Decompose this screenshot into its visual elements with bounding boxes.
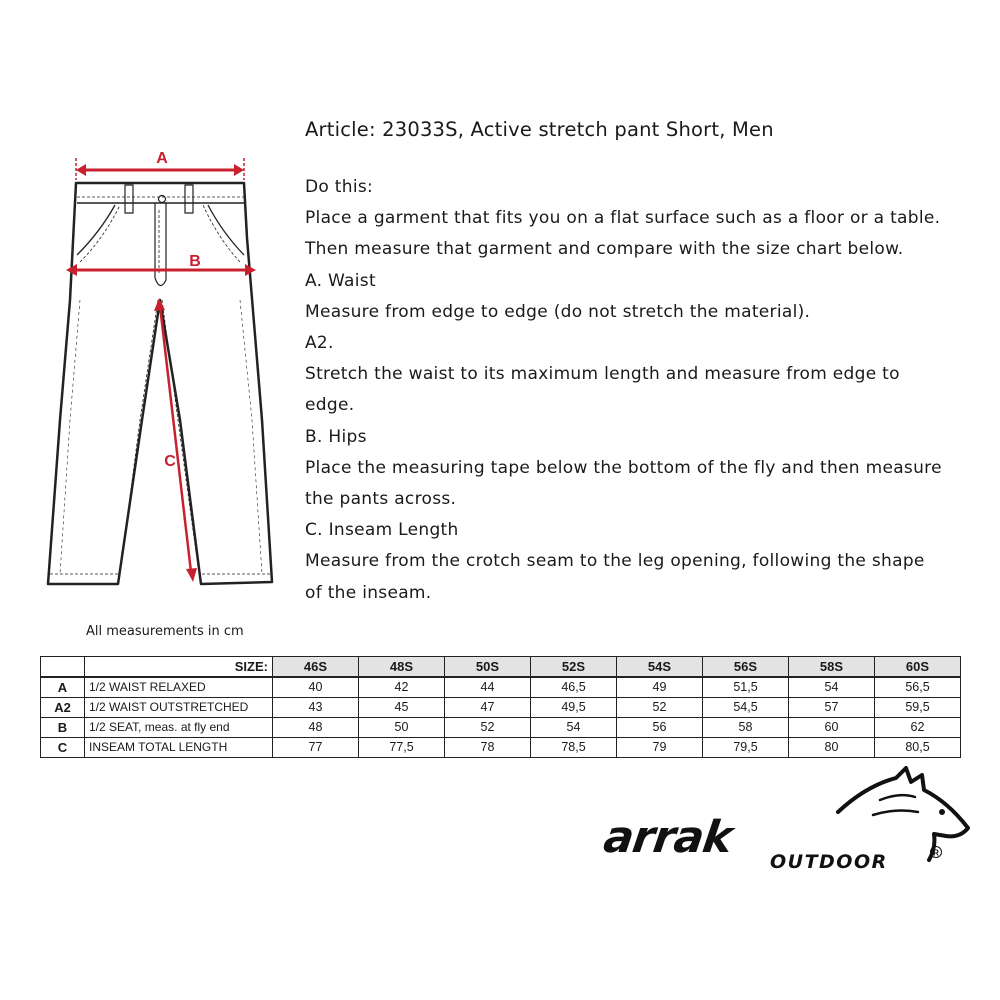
table-cell: 42 xyxy=(359,677,445,698)
table-cell: 54,5 xyxy=(703,698,789,718)
table-cell: 52 xyxy=(617,698,703,718)
table-cell: 47 xyxy=(445,698,531,718)
header-code-cell xyxy=(41,657,85,678)
table-cell: 60 xyxy=(789,718,875,738)
table-row xyxy=(41,718,961,738)
table-cell: 54 xyxy=(531,718,617,738)
instruction-line: edge. xyxy=(305,395,355,416)
table-cell: 48 xyxy=(273,718,359,738)
size-chart-table xyxy=(40,656,961,758)
size-label: SIZE: xyxy=(85,657,273,678)
table-cell: 49,5 xyxy=(531,698,617,718)
husky-head-icon xyxy=(838,768,968,860)
row-code: C xyxy=(41,738,85,758)
instruction-heading-a2: A2. xyxy=(305,333,334,354)
table-cell: 58 xyxy=(703,718,789,738)
table-cell: 78,5 xyxy=(531,738,617,758)
size-column-header: 60S xyxy=(875,657,961,678)
table-cell: 50 xyxy=(359,718,445,738)
table-cell: 59,5 xyxy=(875,698,961,718)
table-cell: 56,5 xyxy=(875,677,961,698)
pants-measurement-diagram xyxy=(60,140,290,600)
row-label: 1/2 SEAT, meas. at fly end xyxy=(85,718,273,738)
measuring-instructions xyxy=(305,172,975,609)
label-a: A xyxy=(156,150,168,167)
size-column-header: 52S xyxy=(531,657,617,678)
table-cell: 80 xyxy=(789,738,875,758)
table-cell: 77 xyxy=(273,738,359,758)
label-c: C xyxy=(164,453,176,470)
instruction-line: Measure from the crotch seam to the leg opening, following the shape xyxy=(305,551,925,572)
table-row xyxy=(41,738,961,758)
table-cell: 62 xyxy=(875,718,961,738)
instruction-heading-hips: B. Hips xyxy=(305,426,367,447)
instruction-line: of the inseam. xyxy=(305,582,432,603)
table-cell: 57 xyxy=(789,698,875,718)
pants-silhouette xyxy=(48,183,272,584)
brand-subtitle: OUTDOOR xyxy=(770,851,888,873)
table-row xyxy=(41,677,961,698)
row-label: INSEAM TOTAL LENGTH xyxy=(85,738,273,758)
table-cell: 79,5 xyxy=(703,738,789,758)
instruction-line: Place a garment that fits you on a flat surface such as a floor or a table. xyxy=(305,208,941,229)
table-row xyxy=(41,698,961,718)
row-label: 1/2 WAIST OUTSTRETCHED xyxy=(85,698,273,718)
instruction-line: Stretch the waist to its maximum length and measure from edge to xyxy=(305,364,900,385)
size-header-row xyxy=(41,657,961,678)
units-note: All measurements in cm xyxy=(86,624,244,639)
instruction-line: Then measure that garment and compare with the size chart below. xyxy=(305,239,904,260)
table-cell: 56 xyxy=(617,718,703,738)
table-cell: 46,5 xyxy=(531,677,617,698)
row-label: 1/2 WAIST RELAXED xyxy=(85,677,273,698)
instruction-line: the pants across. xyxy=(305,489,457,510)
arrow-a-head-left xyxy=(76,164,86,176)
table-cell: 77,5 xyxy=(359,738,445,758)
arrow-a-head-right xyxy=(234,164,244,176)
table-cell: 79 xyxy=(617,738,703,758)
table-cell: 43 xyxy=(273,698,359,718)
table-cell: 44 xyxy=(445,677,531,698)
table-cell: 80,5 xyxy=(875,738,961,758)
size-column-header: 50S xyxy=(445,657,531,678)
instruction-heading-waist: A. Waist xyxy=(305,270,376,291)
table-cell: 78 xyxy=(445,738,531,758)
table-cell: 52 xyxy=(445,718,531,738)
instruction-line: Do this: xyxy=(305,177,374,197)
pants-outline xyxy=(48,183,272,584)
arrow-c-head-bottom xyxy=(186,568,197,582)
size-column-header: 58S xyxy=(789,657,875,678)
size-column-header: 54S xyxy=(617,657,703,678)
instruction-line: Place the measuring tape below the bottom of the fly and then measure xyxy=(305,457,942,478)
article-title: Article: 23033S, Active stretch pant Short, Men xyxy=(305,118,774,141)
table-cell: 54 xyxy=(789,677,875,698)
row-code: A2 xyxy=(41,698,85,718)
size-column-header: 48S xyxy=(359,657,445,678)
table-cell: 40 xyxy=(273,677,359,698)
size-column-header: 56S xyxy=(703,657,789,678)
label-b: B xyxy=(189,253,201,270)
size-column-header: 46S xyxy=(273,657,359,678)
brand-logo xyxy=(600,765,988,875)
instruction-line: Measure from edge to edge (do not stretch the material). xyxy=(305,301,811,322)
brand-name: arrak xyxy=(600,812,735,863)
registered-mark: R xyxy=(933,848,939,858)
instruction-heading-inseam: C. Inseam Length xyxy=(305,520,459,541)
table-cell: 45 xyxy=(359,698,445,718)
row-code: B xyxy=(41,718,85,738)
row-code: A xyxy=(41,677,85,698)
table-cell: 51,5 xyxy=(703,677,789,698)
table-cell: 49 xyxy=(617,677,703,698)
